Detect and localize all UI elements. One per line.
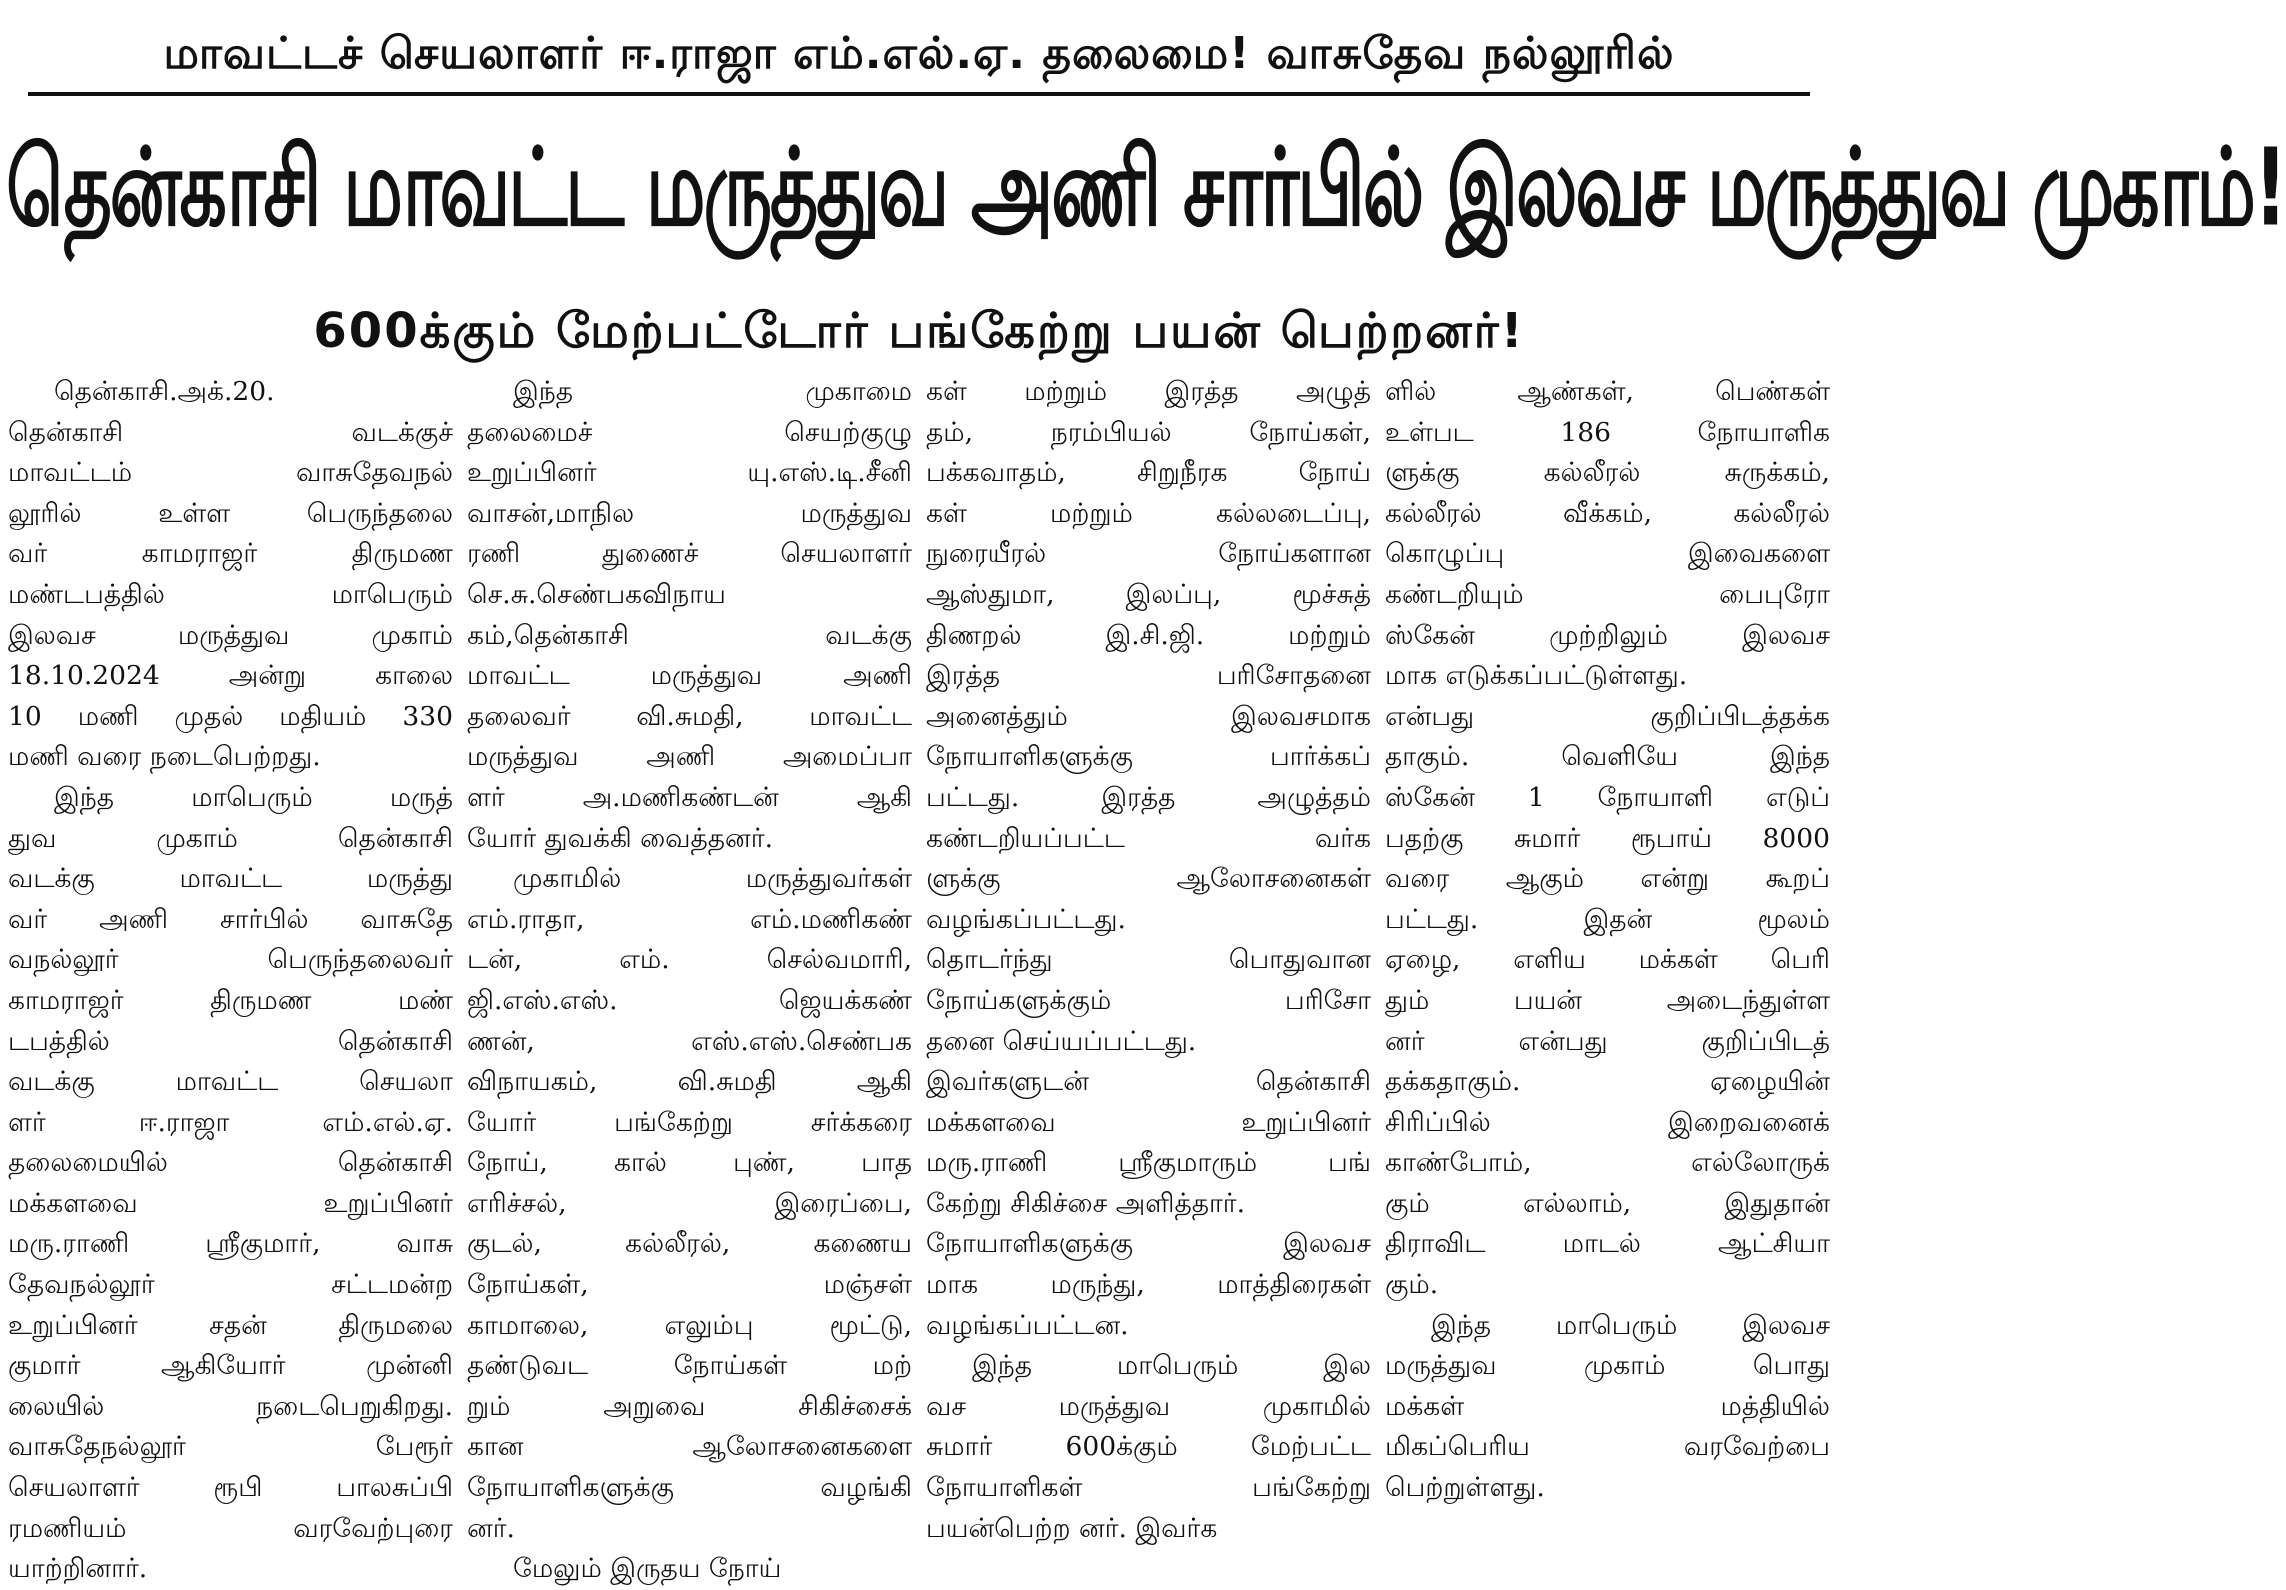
column-text-line: மிகப்பெரிய வரவேற்பை — [1385, 1431, 1830, 1463]
column-text-line: வழங்கப்பட்டது. — [926, 903, 1126, 935]
column-text-line: லையில் நடைபெறுகிறது. — [8, 1390, 453, 1422]
column-text-line: மேலும் இருதய நோய் — [513, 1553, 782, 1585]
column-text-line: இந்த மாபெரும் மருத் — [54, 781, 453, 813]
column-text-line: அனைத்தும் இலவசமாக — [926, 700, 1371, 732]
column-text-line: யோர் துவக்கி வைத்தனர். — [467, 822, 774, 854]
column-text-line: மாவட்டம் வாசுதேவநல் — [8, 457, 453, 489]
article-column-1 — [8, 372, 453, 1585]
column-text-line: குடல், கல்லீரல், கணைய — [467, 1228, 912, 1260]
column-text-line: செ.சு.செண்பகவிநாய — [467, 578, 726, 610]
column-text-line: இந்த முகாமை — [513, 376, 912, 407]
column-text-line: ளர் அ.மணிகண்டன் ஆகி — [467, 781, 912, 813]
column-text-line: காமாலை, எலும்பு மூட்டு, — [467, 1309, 912, 1341]
column-text-line: பக்கவாதம், சிறுநீரக நோய் — [926, 457, 1371, 489]
column-text-line: மண்டபத்தில் மாபெரும் — [8, 578, 453, 610]
column-text-line: பட்டது. இதன் மூலம் — [1385, 903, 1830, 935]
column-text-line: கண்டறியும் பைபுரோ — [1385, 578, 1830, 610]
column-text-line: தென்காசி.அக்.20. — [54, 376, 275, 407]
column-text-line: டபத்தில் தென்காசி — [8, 1025, 453, 1057]
column-text-line: ஜி.எஸ்.எஸ். ஜெயக்கண் — [467, 984, 912, 1016]
column-text-line: ஏழை, எளிய மக்கள் பெரி — [1385, 944, 1830, 976]
column-text-line: டன், எம். செல்வமாரி, — [467, 944, 912, 976]
column-text-line: திணறல் இ.சி.ஜி. மற்றும் — [926, 619, 1371, 651]
column-text-line: மணி வரை நடைபெற்றது. — [8, 741, 321, 773]
column-text-line: வடக்கு மாவட்ட மருத்து — [8, 863, 453, 895]
column-text-line: செயலாளர் ரூபி பாலசுப்பி — [8, 1472, 453, 1504]
column-text-line: வாசுதேநல்லூர் பேரூர் — [8, 1431, 453, 1463]
column-text-line: இவர்களுடன் தென்காசி — [926, 1066, 1371, 1098]
column-text-line: நோய்களுக்கும் பரிசோ — [926, 984, 1371, 1016]
column-text-line: உறுப்பினர் சதன் திருமலை — [8, 1309, 453, 1341]
article-column-3 — [926, 372, 1371, 1572]
headline: தென்காசி மாவட்ட மருத்துவ அணி சார்பில் இலவச மருத்துவ முகாம்! — [6, 125, 2286, 251]
column-text-line: இந்த மாபெரும் இலவச — [1431, 1309, 1830, 1341]
column-text-line: வாசன்,மாநில மருத்துவ — [467, 497, 912, 529]
column-text-line: தலைமைச் செயற்குழு — [467, 416, 912, 448]
column-text-line: பதற்கு சுமார் ரூபாய் 8000 — [1385, 822, 1830, 854]
column-text-line: மாவட்ட மருத்துவ அணி — [467, 660, 912, 692]
column-text-line: 10 மணி முதல் மதியம் 330 — [8, 700, 453, 732]
column-text-line: மருத்துவ அணி அமைப்பா — [467, 741, 912, 773]
column-text-line: வரை ஆகும் என்று கூறப் — [1385, 863, 1830, 895]
column-text-line: மக்கள் மத்தியில் — [1385, 1390, 1830, 1422]
column-text-line: ளுக்கு ஆலோசனைகள் — [926, 863, 1371, 895]
column-text-line: உள்பட 186 நோயாளிக — [1385, 416, 1830, 448]
column-text-line: ஸ்கேன் முற்றிலும் இலவச — [1385, 619, 1830, 651]
column-text-line: என்பது குறிப்பிடத்தக்க — [1385, 700, 1830, 732]
column-text-line: ளுக்கு கல்லீரல் சுருக்கம், — [1385, 457, 1830, 489]
column-text-line: நோயாளிகள் பங்கேற்று — [926, 1472, 1371, 1504]
column-text-line: றும் அறுவை சிகிச்சைக் — [467, 1390, 912, 1422]
column-text-line: மருத்துவ முகாம் பொது — [1385, 1350, 1830, 1382]
column-text-line: நோயாளிகளுக்கு இலவச — [926, 1228, 1371, 1260]
column-text-line: கும் எல்லாம், இதுதான் — [1385, 1187, 1830, 1219]
column-text-line: தேவநல்லூர் சட்டமன்ற — [8, 1269, 453, 1301]
column-text-line: மக்களவை உறுப்பினர் — [926, 1106, 1371, 1138]
column-text-line: இலவச மருத்துவ முகாம் — [8, 619, 453, 651]
column-text-line: குமார் ஆகியோர் முன்னி — [8, 1350, 453, 1382]
column-text-line: யாற்றினார். — [8, 1553, 148, 1585]
column-text-line: தாகும். வெளியே இந்த — [1385, 741, 1830, 773]
column-text-line: முகாமில் மருத்துவர்கள் — [513, 863, 912, 895]
column-text-line: கல்லீரல் வீக்கம், கல்லீரல் — [1385, 497, 1830, 529]
column-text-line: தக்கதாகும். ஏழையின் — [1385, 1066, 1830, 1098]
column-text-line: இந்த மாபெரும் இல — [972, 1350, 1371, 1382]
column-text-line: தம், நரம்பியல் நோய்கள், — [926, 416, 1371, 448]
column-text-line: மாக மருந்து, மாத்திரைகள் — [926, 1269, 1371, 1301]
column-text-line: தண்டுவட நோய்கள் மற் — [467, 1350, 912, 1382]
column-text-line: துவ முகாம் தென்காசி — [8, 822, 453, 854]
column-text-line: வச மருத்துவ முகாமில் — [926, 1390, 1371, 1422]
column-text-line: ணன், எஸ்.எஸ்.செண்பக — [467, 1025, 912, 1057]
column-text-line: கள் மற்றும் இரத்த அழுத் — [926, 376, 1371, 407]
column-text-line: ளர் ஈ.ராஜா எம்.எல்.ஏ. — [8, 1106, 453, 1138]
article-column-2 — [467, 372, 912, 1585]
article-column-4 — [1385, 372, 1830, 1572]
column-text-line: யோர் பங்கேற்று சர்க்கரை — [467, 1106, 912, 1138]
column-text-line: மரு.ராணி ஸ்ரீகுமாரும் பங் — [926, 1147, 1371, 1179]
column-text-line: னர். — [467, 1512, 515, 1544]
subheadline: 600க்கும் மேற்பட்டோர் பங்கேற்று பயன் பெற்றனர்! — [313, 303, 1525, 359]
column-text-line: எரிச்சல், இரைப்பை, — [467, 1187, 912, 1219]
column-text-line: விநாயகம், வி.சுமதி ஆகி — [467, 1066, 912, 1098]
column-text-line: கேற்று சிகிச்சை அளித்தார். — [926, 1187, 1246, 1219]
column-text-line: எம்.ராதா, எம்.மணிகண் — [467, 903, 912, 935]
article-body — [8, 372, 1830, 1585]
column-text-line: ஆஸ்துமா, இலப்பு, மூச்சுத் — [926, 578, 1371, 610]
column-text-line: கான ஆலோசனைகளை — [467, 1431, 912, 1463]
column-text-line: பெற்றுள்ளது. — [1385, 1472, 1545, 1504]
column-text-line: கண்டறியப்பட்ட வர்க — [926, 822, 1371, 854]
column-text-line: கள் மற்றும் கல்லடைப்பு, — [926, 497, 1371, 529]
column-text-line: தலைவர் வி.சுமதி, மாவட்ட — [467, 700, 912, 732]
column-text-line: மாக எடுக்கப்பட்டுள்ளது. — [1385, 660, 1688, 692]
column-text-line: வநல்லூர் பெருந்தலைவர் — [8, 944, 453, 976]
column-text-line: பட்டது. இரத்த அழுத்தம் — [926, 781, 1371, 813]
column-text-line: மக்களவை உறுப்பினர் — [8, 1187, 453, 1219]
column-text-line: பயன்பெற்ற னர். இவர்க — [926, 1512, 1218, 1544]
column-text-line: சுமார் 600க்கும் மேற்பட்ட — [926, 1431, 1371, 1463]
column-text-line: வர் காமராஜர் திருமண — [8, 538, 453, 570]
column-text-line: நோயாளிகளுக்கு பார்க்கப் — [926, 741, 1371, 773]
column-text-line: இரத்த பரிசோதனை — [926, 660, 1371, 692]
column-text-line: உறுப்பினர் யு.எஸ்.டி.சீனி — [467, 457, 912, 489]
column-text-line: ஸ்கேன் 1 நோயாளி எடுப் — [1385, 781, 1830, 813]
kicker-line: மாவட்டச் செயலாளர் ஈ.ராஜா எம்.எல்.ஏ. தலைமை! வாசுதேவ நல்லூரில் — [163, 28, 1675, 79]
column-text-line: தொடர்ந்து பொதுவான — [926, 944, 1371, 976]
column-text-line: தென்காசி வடக்குச் — [8, 416, 453, 448]
column-text-line: சிரிப்பில் இறைவனைக் — [1385, 1106, 1830, 1138]
column-text-line: தலைமையில் தென்காசி — [8, 1147, 453, 1179]
column-text-line: திராவிட மாடல் ஆட்சியா — [1385, 1228, 1830, 1260]
column-text-line: கும். — [1385, 1269, 1439, 1301]
column-text-line: மரு.ராணி ஸ்ரீகுமார், வாசு — [8, 1228, 453, 1260]
column-text-line: ரமணியம் வரவேற்புரை — [8, 1512, 453, 1544]
column-text-line: வடக்கு மாவட்ட செயலா — [8, 1066, 453, 1098]
column-text-line: கொழுப்பு இவைகளை — [1385, 538, 1830, 570]
column-text-line: ளில் ஆண்கள், பெண்கள் — [1385, 376, 1830, 407]
column-text-line: நோயாளிகளுக்கு வழங்கி — [467, 1472, 912, 1504]
column-text-line: காண்போம், எல்லோருக் — [1385, 1147, 1830, 1179]
column-text-line: நுரையீரல் நோய்களான — [926, 538, 1371, 570]
column-text-line: ரணி துணைச் செயலாளர் — [467, 538, 912, 570]
column-text-line: காமராஜர் திருமண மண் — [8, 984, 453, 1016]
column-text-line: வழங்கப்பட்டன. — [926, 1309, 1129, 1341]
column-text-line: வர் அணி சார்பில் வாசுதே — [8, 903, 453, 935]
column-text-line: தும் பயன் அடைந்துள்ள — [1385, 984, 1830, 1016]
column-text-line: லூரில் உள்ள பெருந்தலை — [8, 497, 453, 529]
column-text-line: 18.10.2024 அன்று காலை — [8, 660, 453, 692]
column-text-line: நோய்கள், மஞ்சள் — [467, 1269, 912, 1301]
column-text-line: நோய், கால் புண், பாத — [467, 1147, 912, 1179]
column-text-line: தனை செய்யப்பட்டது. — [926, 1025, 1197, 1057]
column-text-line: கம்,தென்காசி வடக்கு — [467, 619, 912, 651]
column-text-line: னர் என்பது குறிப்பிடத் — [1385, 1025, 1830, 1057]
